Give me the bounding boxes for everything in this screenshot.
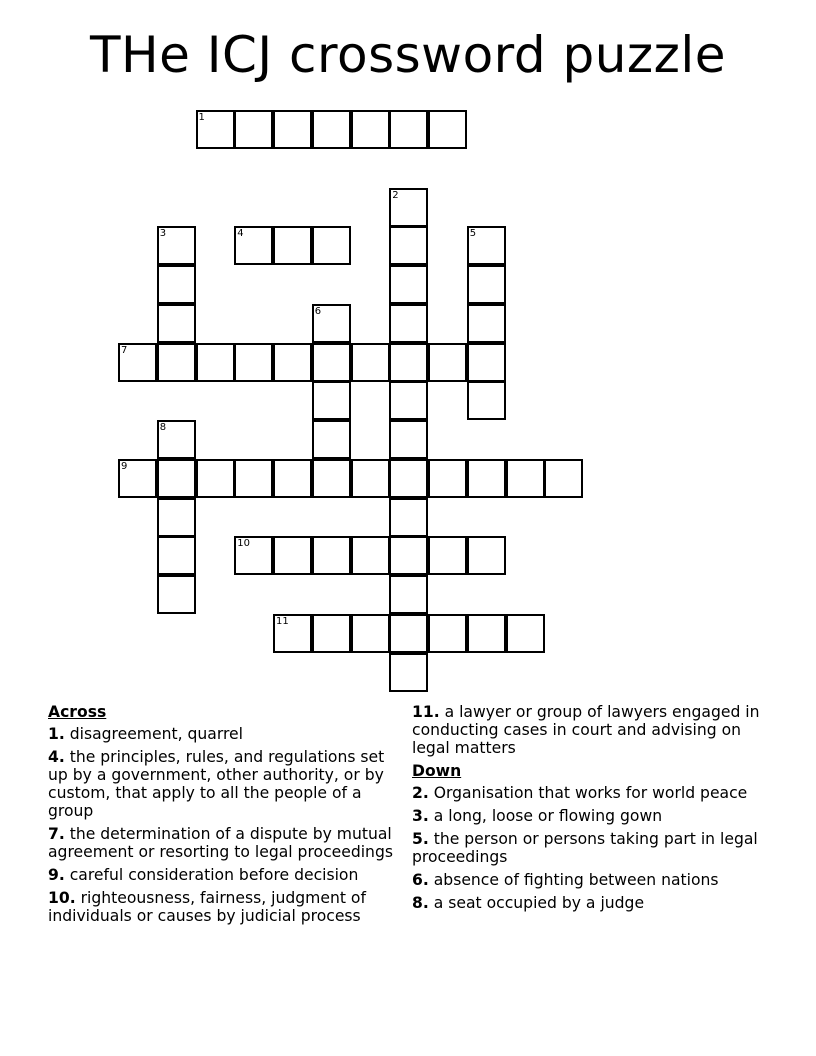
across-clue-list-continued	[412, 703, 772, 757]
clue-number: 9.	[48, 866, 65, 884]
clue-item	[48, 866, 404, 884]
clue-item	[412, 807, 772, 825]
cell-number: 7	[121, 344, 128, 356]
clue-number: 1.	[48, 725, 65, 743]
cell-number: 10	[237, 538, 251, 550]
cell-number: 8	[159, 422, 167, 433]
grid-cell[interactable]	[234, 459, 273, 498]
grid-cell[interactable]	[157, 343, 196, 382]
cell-number: 4	[237, 228, 244, 240]
grid-cell[interactable]	[467, 265, 506, 304]
grid-cell[interactable]	[118, 343, 157, 382]
clue-number: 8.	[412, 894, 429, 912]
grid-cell[interactable]	[351, 459, 390, 498]
clue-text: disagreement, quarrel	[64, 725, 243, 743]
clue-text: careful consideration before decision	[64, 866, 359, 884]
grid-cell[interactable]	[389, 459, 428, 498]
clue-text: the determination of a dispute by mutual agreement or resorting to legal proceedings	[48, 825, 393, 861]
clue-item	[48, 889, 404, 925]
clue-text: a seat occupied by a judge	[428, 894, 645, 912]
grid-cell[interactable]	[351, 536, 390, 575]
cell-number: 1	[198, 112, 205, 123]
grid-cell[interactable]	[467, 381, 506, 420]
grid-cell[interactable]	[389, 265, 428, 304]
grid-cell[interactable]	[312, 420, 351, 459]
clue-item	[48, 748, 404, 820]
grid-cell[interactable]	[389, 343, 428, 382]
grid-cell[interactable]	[312, 614, 351, 653]
cell-number: 11	[276, 615, 289, 627]
cell-number: 5	[469, 228, 477, 240]
grid-cell[interactable]	[273, 110, 312, 149]
grid-cell[interactable]	[467, 304, 506, 343]
grid-cell[interactable]	[428, 459, 467, 498]
grid-cell[interactable]	[273, 343, 312, 382]
grid-cell[interactable]	[467, 614, 506, 653]
grid-cell[interactable]	[389, 226, 428, 265]
across-clue-list	[48, 725, 404, 925]
grid-cell[interactable]	[312, 343, 351, 382]
grid-cell[interactable]	[506, 459, 545, 498]
grid-cell[interactable]	[467, 343, 506, 382]
grid-cell[interactable]	[118, 459, 157, 498]
clue-text: Organisation that works for world peace	[428, 784, 748, 802]
grid-cell[interactable]	[273, 226, 312, 265]
puzzle-title: THe ICJ crossword puzzle	[89, 26, 727, 84]
clue-text: the principles, rules, and regulations set up by a government, other authority, or by custom, that apply to all the people of a group	[48, 748, 385, 820]
grid-cell[interactable]	[157, 459, 196, 498]
clue-item	[412, 871, 772, 889]
clue-number: 7.	[48, 825, 65, 843]
grid-cell[interactable]	[196, 343, 235, 382]
grid-cell[interactable]	[312, 110, 351, 149]
grid-cell[interactable]	[273, 614, 312, 653]
grid-cell[interactable]	[312, 381, 351, 420]
clues-left-column	[48, 703, 404, 930]
grid-cell[interactable]	[351, 110, 390, 149]
grid-cell[interactable]	[389, 536, 428, 575]
grid-cell[interactable]	[428, 536, 467, 575]
grid-cell[interactable]	[351, 614, 390, 653]
grid-cell[interactable]	[389, 498, 428, 537]
grid-cell[interactable]	[234, 110, 273, 149]
clue-number: 5.	[412, 830, 429, 848]
down-clue-list	[412, 784, 772, 912]
grid-cell[interactable]	[428, 614, 467, 653]
grid-cell[interactable]	[157, 498, 196, 537]
clue-text: the person or persons taking part in legal proceedings	[412, 830, 758, 866]
grid-cell[interactable]	[389, 110, 428, 149]
grid-cell[interactable]	[428, 343, 467, 382]
grid-cell[interactable]	[196, 459, 235, 498]
grid-cell[interactable]	[157, 304, 196, 343]
clue-item	[412, 830, 772, 866]
grid-cell[interactable]	[273, 459, 312, 498]
grid-cell[interactable]	[389, 575, 428, 614]
grid-cell[interactable]	[389, 381, 428, 420]
grid-cell[interactable]	[157, 420, 196, 459]
grid-cell[interactable]	[428, 110, 467, 149]
grid-cell[interactable]	[389, 653, 428, 692]
cell-number: 2	[392, 189, 399, 201]
grid-cell[interactable]	[312, 226, 351, 265]
clue-number: 11.	[412, 703, 440, 721]
grid-cell[interactable]	[234, 343, 273, 382]
across-heading: Across	[48, 703, 107, 721]
grid-cell[interactable]	[389, 420, 428, 459]
grid-cell[interactable]	[273, 536, 312, 575]
cell-number: 6	[314, 305, 322, 317]
clue-number: 6.	[412, 871, 429, 889]
clue-number: 4.	[48, 748, 65, 766]
clue-text: a lawyer or group of lawyers engaged in conducting cases in court and advising on legal matters	[412, 703, 760, 757]
clue-item	[48, 725, 404, 743]
grid-cell[interactable]	[389, 304, 428, 343]
clue-item	[412, 894, 772, 912]
clue-text: a long, loose or flowing gown	[428, 807, 663, 825]
grid-cell[interactable]	[157, 265, 196, 304]
grid-cell[interactable]	[506, 614, 545, 653]
cell-number: 3	[159, 228, 167, 240]
grid-cell[interactable]	[467, 536, 506, 575]
grid-cell[interactable]	[157, 575, 196, 614]
clue-item	[412, 703, 772, 757]
grid-cell[interactable]	[389, 188, 428, 227]
clue-item	[412, 784, 772, 802]
clue-text: righteousness, fairness, judgment of individuals or causes by judicial process	[48, 889, 366, 925]
grid-cell[interactable]	[544, 459, 583, 498]
grid-cell[interactable]	[196, 110, 235, 149]
grid-cell[interactable]	[234, 536, 273, 575]
clue-number: 10.	[48, 889, 76, 907]
grid-cell[interactable]	[157, 226, 196, 265]
grid-cell[interactable]	[234, 226, 273, 265]
grid-cell[interactable]	[351, 343, 390, 382]
clue-number: 2.	[412, 784, 429, 802]
down-heading: Down	[412, 762, 462, 780]
grid-cell[interactable]	[312, 304, 351, 343]
grid-cell[interactable]	[157, 536, 196, 575]
clue-item	[48, 825, 404, 861]
clues-right-column	[412, 703, 772, 917]
grid-cell[interactable]	[467, 459, 506, 498]
grid-cell[interactable]	[389, 614, 428, 653]
cell-number: 9	[121, 460, 128, 472]
clue-text: absence of fighting between nations	[428, 871, 719, 889]
grid-cell[interactable]	[312, 459, 351, 498]
clue-number: 3.	[412, 807, 429, 825]
grid-cell[interactable]	[312, 536, 351, 575]
grid-cell[interactable]	[467, 226, 506, 265]
